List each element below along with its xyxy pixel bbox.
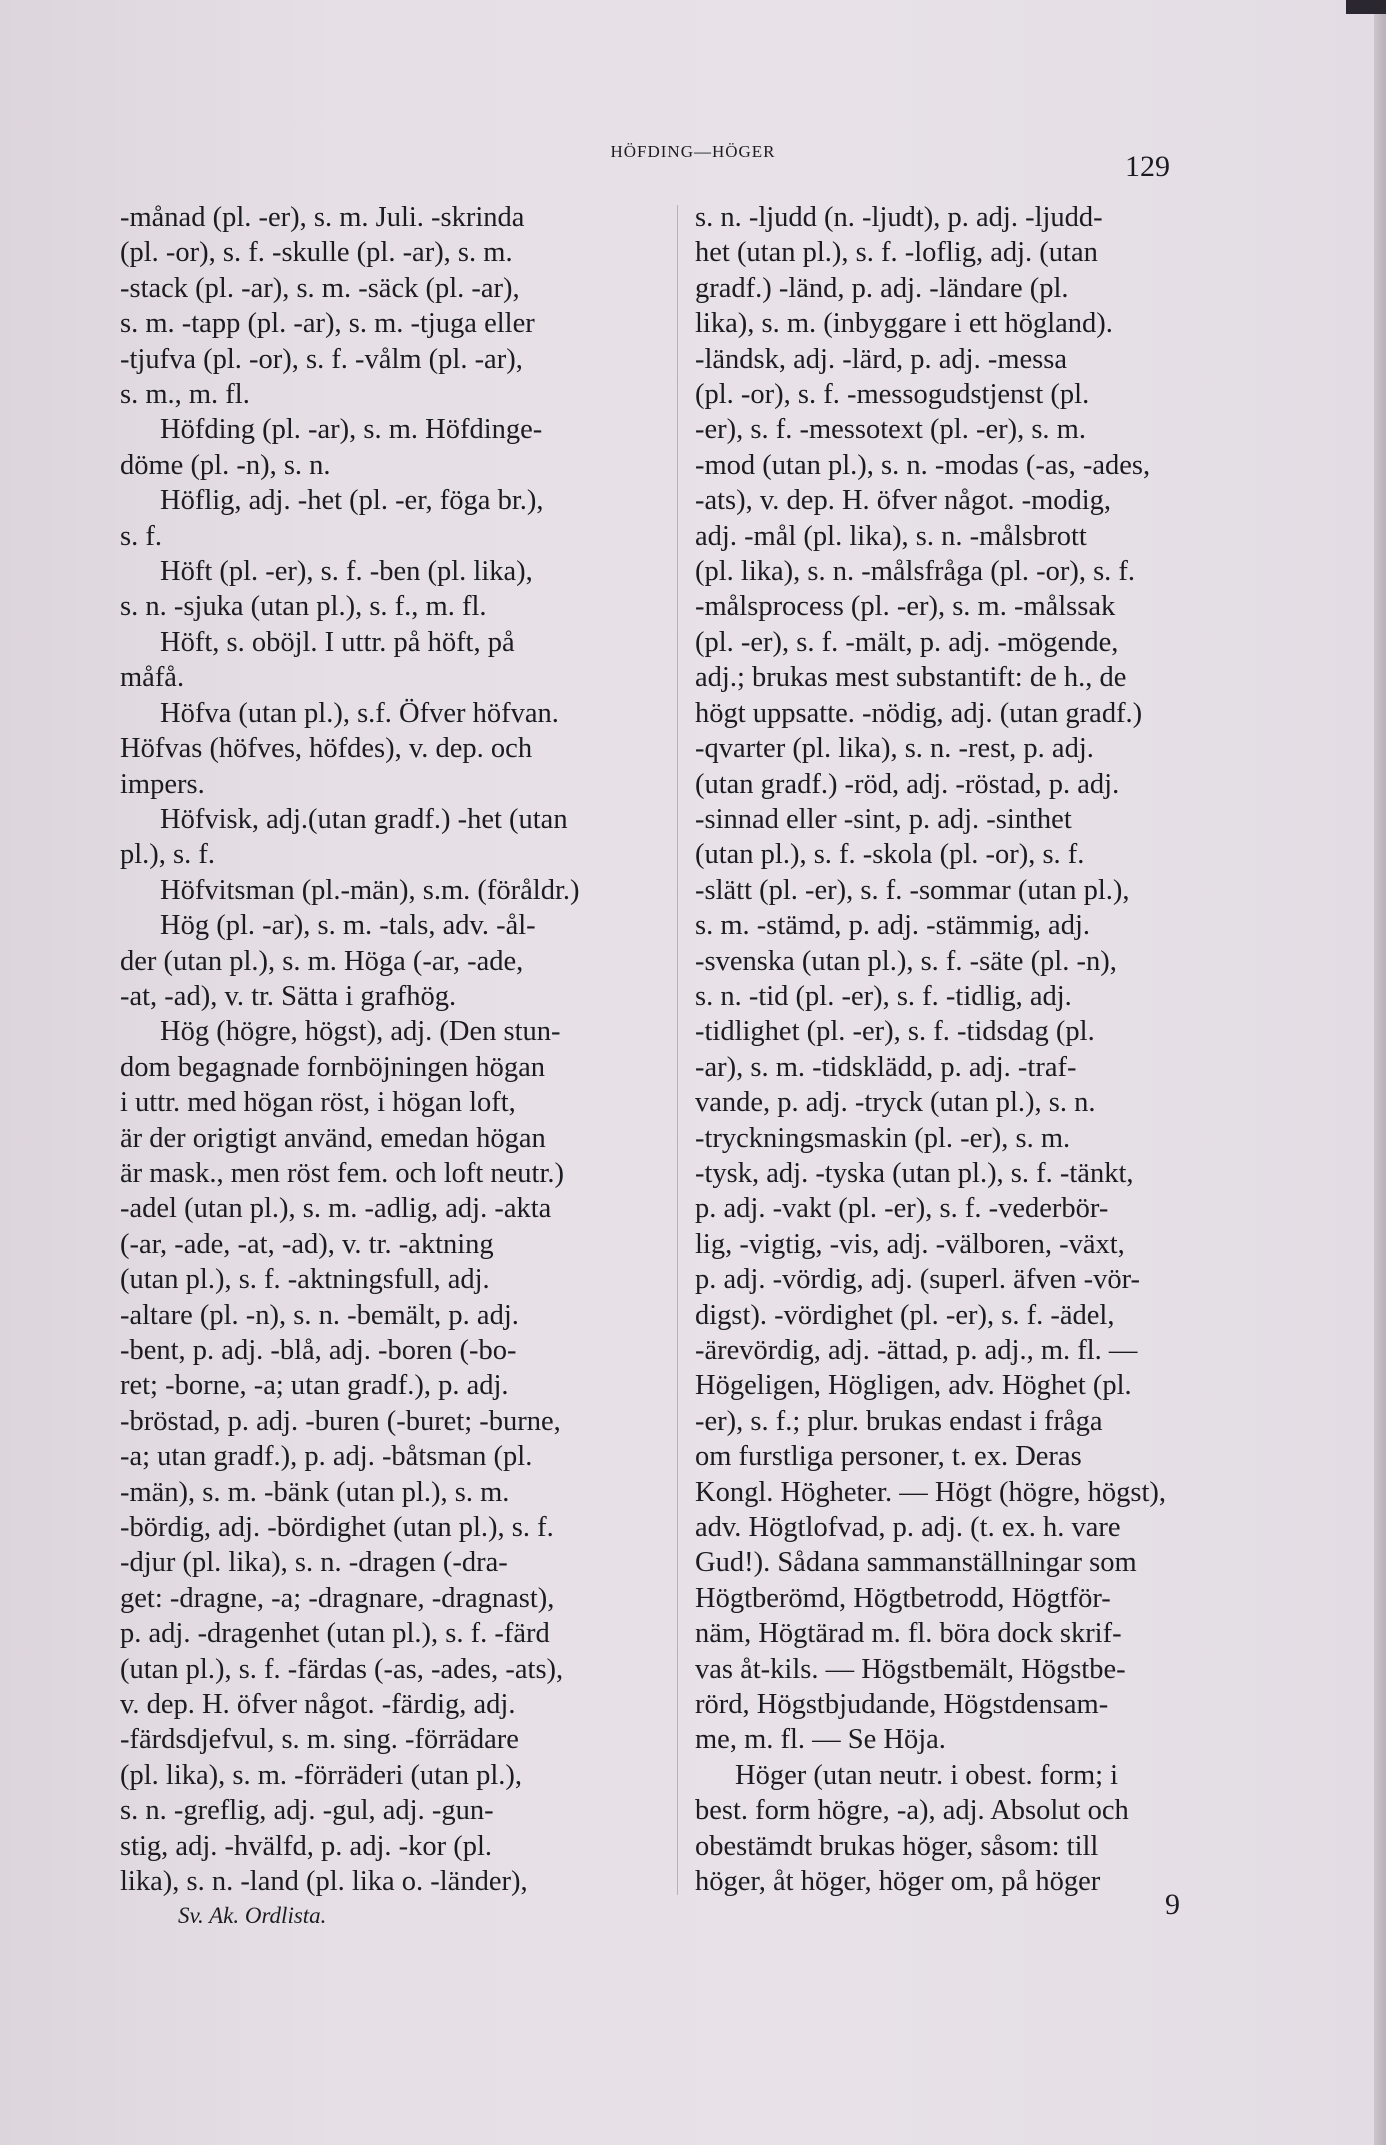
entry-line: digst). -vördighet (pl. -er), s. f. -ädel, [695,1299,1115,1331]
entry-line: adv. Högtlofvad, p. adj. (t. ex. h. vare [695,1512,1121,1544]
entry-line: Hög (högre, högst), adj. (Den stun- [160,1016,561,1048]
entry-line: -bördig, adj. -bördighet (utan pl.), s. f. [120,1512,554,1544]
entry-line: (utan pl.), s. f. -aktningsfull, adj. [120,1264,490,1296]
entry-line: impers. [120,768,205,800]
entry-line: Höfvisk, adj.(utan gradf.) -het (utan [160,803,568,835]
sheet-number: 9 [1165,1888,1180,1921]
entry-line: -tysk, adj. -tyska (utan pl.), s. f. -tänkt, [695,1157,1134,1189]
entry-line: s. n. -greflig, adj. -gul, adj. -gun- [120,1795,494,1827]
entry-line: är der origtigt använd, emedan högan [120,1122,546,1154]
entry-line: adj. -mål (pl. lika), s. n. -målsbrott [695,520,1087,552]
page-edge [1374,0,1386,2145]
entry-line: s. n. -tid (pl. -er), s. f. -tidlig, adj. [695,980,1072,1012]
entry-line: p. adj. -vakt (pl. -er), s. f. -vederbör- [695,1193,1109,1225]
entry-line: -målsprocess (pl. -er), s. m. -målssak [695,591,1116,623]
entry-line: s. m., m. fl. [120,379,250,411]
entry-line: -bröstad, p. adj. -buren (-buret; -burne, [120,1405,561,1437]
entry-line: best. form högre, -a), adj. Absolut och [695,1795,1129,1827]
entry-line: Höft, s. oböjl. I uttr. på höft, på [160,626,515,658]
entry-line: het (utan pl.), s. f. -loflig, adj. (utan [695,237,1098,269]
entry-line: Hög (pl. -ar), s. m. -tals, adv. -ål- [160,910,536,942]
entry-line: höger, åt höger, höger om, på höger [695,1866,1101,1898]
entry-line: p. adj. -dragenhet (utan pl.), s. f. -färd [120,1618,550,1650]
entry-line: högt uppsatte. -nödig, adj. (utan gradf.) [695,697,1143,729]
entry-line: näm, Högtärad m. fl. böra dock skrif- [695,1618,1122,1650]
entry-line: stig, adj. -hvälfd, p. adj. -kor (pl. [120,1830,493,1862]
entry-line: (pl. lika), s. n. -målsfråga (pl. -or), s. f. [695,556,1136,588]
entry-line: s. m. -tapp (pl. -ar), s. m. -tjuga eller [120,308,535,340]
entry-line: -tidlighet (pl. -er), s. f. -tidsdag (pl. [695,1016,1095,1048]
entry-line: döme (pl. -n), s. n. [120,449,331,481]
entry-line: pl.), s. f. [120,839,215,871]
entry-line: (-ar, -ade, -at, -ad), v. tr. -aktning [120,1228,494,1260]
entry-line: s. n. -sjuka (utan pl.), s. f., m. fl. [120,591,487,623]
entry-line: -er), s. f. -messotext (pl. -er), s. m. [695,414,1086,446]
entry-line: v. dep. H. öfver något. -färdig, adj. [120,1689,516,1721]
entry-line: -adel (utan pl.), s. m. -adlig, adj. -akta [120,1193,552,1225]
right-column [695,200,1220,1900]
entry-line: p. adj. -vördig, adj. (superl. äfven -vör- [695,1264,1140,1296]
entry-line: är mask., men röst fem. och loft neutr.) [120,1157,565,1189]
entry-line: -mod (utan pl.), s. n. -modas (-as, -ades, [695,449,1151,481]
entry-line: (pl. -er), s. f. -mält, p. adj. -mögende, [695,626,1119,658]
entry-line: der (utan pl.), s. m. Höga (-ar, -ade, [120,945,524,977]
entry-line: (pl. lika), s. m. -förräderi (utan pl.), [120,1759,523,1791]
entry-line: me, m. fl. — Se Höja. [695,1724,946,1756]
entry-line: Höfva (utan pl.), s.f. Öfver höfvan. [160,697,559,729]
left-column [120,200,660,1900]
entry-line: lika), s. n. -land (pl. lika o. -länder), [120,1866,528,1898]
entry-line: -at, -ad), v. tr. Sätta i grafhög. [120,980,457,1012]
entry-line: s. n. -ljudd (n. -ljudt), p. adj. -ljudd- [695,202,1103,233]
entry-line: -ar), s. m. -tidsklädd, p. adj. -traf- [695,1051,1077,1083]
page-corner-shadow [1346,0,1386,14]
entry-line: -tjufva (pl. -or), s. f. -vålm (pl. -ar), [120,343,523,375]
entry-line: (utan pl.), s. f. -skola (pl. -or), s. f. [695,839,1085,871]
running-head: HÖFDING—HÖGER [610,142,776,161]
entry-line: (pl. -or), s. f. -messogudstjenst (pl. [695,379,1090,411]
entry-line: -ärevördig, adj. -ättad, p. adj., m. fl. — [695,1335,1138,1366]
entry-line: dom begagnade fornböjningen högan [120,1051,546,1083]
entry-line: get: -dragne, -a; -dragnare, -dragnast), [120,1582,555,1614]
entry-line: -er), s. f.; plur. brukas endast i fråga [695,1405,1103,1437]
entry-line: Höfvitsman (pl.-män), s.m. (föråldr.) [160,874,580,906]
entry-line: ret; -borne, -a; utan gradf.), p. adj. [120,1370,509,1402]
entry-line: rörd, Högstbjudande, Högstdensam- [695,1689,1109,1721]
entry-line: -tryckningsmaskin (pl. -er), s. m. [695,1122,1071,1154]
entry-line: i uttr. med högan röst, i högan loft, [120,1087,516,1119]
entry-line: gradf.) -länd, p. adj. -ländare (pl. [695,272,1069,304]
entry-line: vas åt-kils. — Högstbemält, Högstbe- [695,1653,1126,1685]
entry-line: -ats), v. dep. H. öfver något. -modig, [695,485,1112,517]
entry-line: (utan pl.), s. f. -färdas (-as, -ades, -ats), [120,1653,564,1685]
entry-line: Höflig, adj. -het (pl. -er, föga br.), [160,485,544,517]
entry-line: -qvarter (pl. lika), s. n. -rest, p. adj. [695,733,1094,765]
entry-line: Höfding (pl. -ar), s. m. Höfdinge- [160,414,543,446]
entry-line: -svenska (utan pl.), s. f. -säte (pl. -n), [695,945,1117,977]
entry-line: om furstliga personer, t. ex. Deras [695,1441,1082,1473]
entry-line: -bent, p. adj. -blå, adj. -boren (-bo- [120,1335,517,1366]
entry-line: -a; utan gradf.), p. adj. -båtsman (pl. [120,1441,533,1473]
entry-line: vande, p. adj. -tryck (utan pl.), s. n. [695,1087,1096,1119]
entry-line: -sinnad eller -sint, p. adj. -sinthet [695,803,1072,835]
sheet-signature: Sv. Ak. Ordlista. [178,1903,327,1928]
entry-line: Kongl. Högheter. — Högt (högre, högst), [695,1476,1166,1508]
entry-line: Högeligen, Högligen, adv. Höghet (pl. [695,1370,1132,1402]
entry-line: (utan gradf.) -röd, adj. -röstad, p. adj. [695,768,1120,800]
entry-line: adj.; brukas mest substantift: de h., de [695,662,1127,694]
entry-line: -altare (pl. -n), s. n. -bemält, p. adj. [120,1299,519,1331]
entry-line: (pl. -or), s. f. -skulle (pl. -ar), s. m. [120,237,513,269]
page-number: 129 [1125,150,1170,183]
entry-line: lig, -vigtig, -vis, adj. -välboren, -växt, [695,1228,1125,1260]
entry-line: s. f. [120,520,162,552]
entry-line: -månad (pl. -er), s. m. Juli. -skrinda [120,202,525,233]
entry-line: Gud!). Sådana sammanställningar som [695,1547,1137,1579]
entry-line: Höfvas (höfves, höfdes), v. dep. och [120,733,533,765]
entry-line: -män), s. m. -bänk (utan pl.), s. m. [120,1476,510,1508]
entry-line: -slätt (pl. -er), s. f. -sommar (utan pl.), [695,874,1130,906]
entry-line: Höft (pl. -er), s. f. -ben (pl. lika), [160,556,533,588]
entry-line: -färdsdjefvul, s. m. sing. -förrädare [120,1724,519,1756]
entry-line: -ländsk, adj. -lärd, p. adj. -messa [695,343,1067,375]
entry-line: lika), s. m. (inbyggare i ett högland). [695,308,1113,340]
entry-line: obestämdt brukas höger, såsom: till [695,1830,1099,1862]
entry-line: -stack (pl. -ar), s. m. -säck (pl. -ar), [120,272,520,304]
entry-line: måfå. [120,662,185,694]
entry-line: -djur (pl. lika), s. n. -dragen (-dra- [120,1547,508,1579]
entry-line: Högtberömd, Högtbetrodd, Högtför- [695,1582,1111,1614]
column-divider [677,205,678,1895]
entry-line: s. m. -stämd, p. adj. -stämmig, adj. [695,910,1090,942]
entry-line: Höger (utan neutr. i obest. form; i [735,1759,1119,1791]
